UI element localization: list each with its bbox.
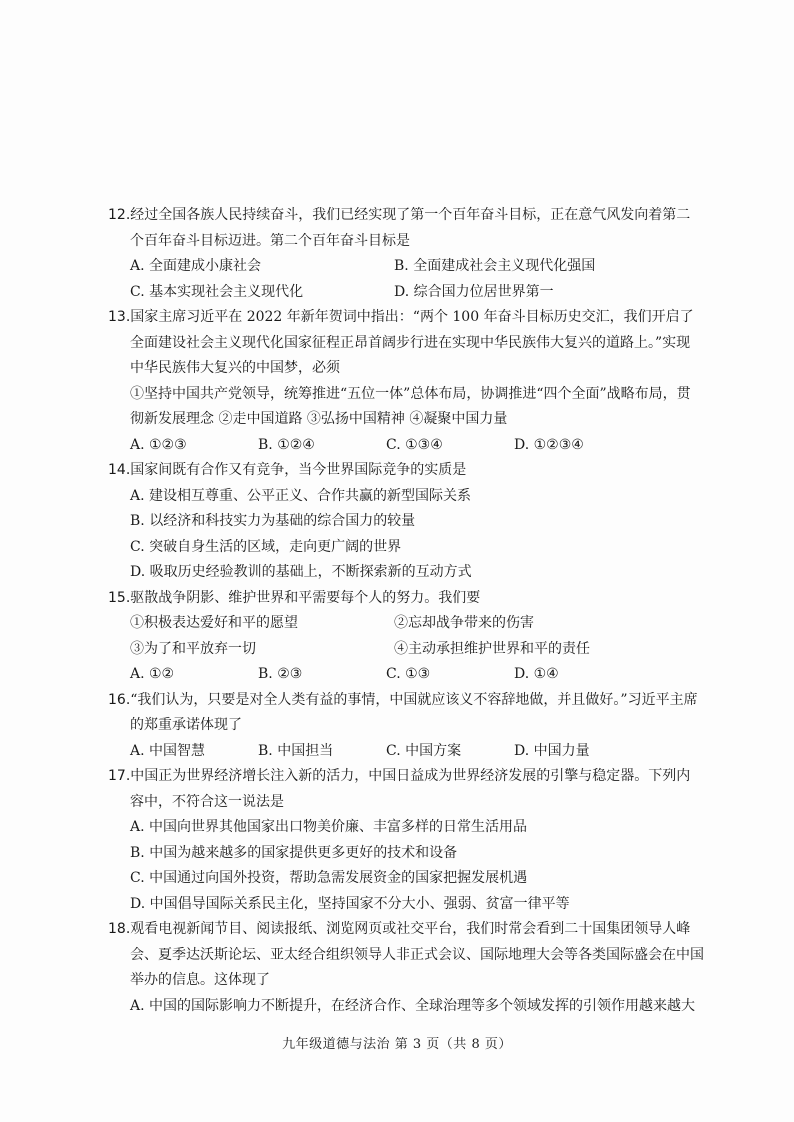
option-c[interactable]: C. ①③④ xyxy=(386,436,443,453)
option-b[interactable]: B. 中国为越来越多的国家提供更多更好的技术和设备 xyxy=(130,844,458,861)
statement-item: ②忘却战争带来的伤害 xyxy=(394,615,534,631)
options-row xyxy=(108,280,704,306)
question-stem: “我们认为，只要是对全人类有益的事情，中国就应该义不容辞地做，并且做好。”习近平主席的郑重承诺体现了 xyxy=(130,691,698,733)
question-12 xyxy=(108,203,704,305)
option-b[interactable]: B. ②③ xyxy=(258,666,303,682)
options-row xyxy=(108,662,704,688)
question-number: 12. xyxy=(108,207,131,223)
question-18 xyxy=(108,917,704,1019)
option-a[interactable]: A. 建设相互尊重、公平正义、合作共赢的新型国际关系 xyxy=(130,487,472,504)
options-row xyxy=(108,433,704,459)
question-stem: 经过全国各族人民持续奋斗，我们已经实现了第一个百年奋斗目标，正在意气风发向着第二个百年奋斗目标迈进。第二个百年奋斗目标是 xyxy=(130,207,691,249)
option-c[interactable]: C. 突破自身生活的区域，走向更广阔的世界 xyxy=(130,538,402,555)
option-d[interactable]: D. 综合国力位居世界第一 xyxy=(394,283,554,300)
question-15 xyxy=(108,586,704,688)
question-17 xyxy=(108,764,704,917)
statement-item: ④主动承担维护世界和平的责任 xyxy=(394,640,590,657)
option-a[interactable]: A. ①②③ xyxy=(130,436,187,453)
statement-row xyxy=(108,637,704,663)
option-b[interactable]: B. 以经济和科技实力为基础的综合国力的较量 xyxy=(130,513,416,529)
option-c[interactable]: C. 基本实现社会主义现代化 xyxy=(130,283,304,300)
question-13 xyxy=(108,305,704,458)
options-row xyxy=(108,254,704,280)
option-a[interactable]: A. ①② xyxy=(130,666,175,682)
option-b[interactable]: B. 中国担当 xyxy=(258,742,334,759)
option-c[interactable]: C. 中国方案 xyxy=(386,742,462,759)
question-number: 13. xyxy=(108,309,131,325)
statement-items: ①坚持中国共产党领导，统筹推进“五位一体”总体布局，协调推进“四个全面”战略布局，贯彻新发展理念 ②走中国道路 ③弘扬中国精神 ④凝聚中国力量 xyxy=(130,385,691,427)
option-c[interactable]: C. 中国通过向国外投资，帮助急需发展资金的国家把握发展机遇 xyxy=(130,870,528,886)
question-number: 18. xyxy=(108,921,131,937)
option-a[interactable]: A. 中国智慧 xyxy=(130,742,206,759)
question-stem: 驱散战争阴影、维护世界和平需要每个人的努力。我们要 xyxy=(130,589,481,606)
option-d[interactable]: D. ①④ xyxy=(514,666,559,682)
option-a[interactable]: A. 中国的国际影响力不断提升，在经济合作、全球治理等多个领域发挥的引领作用越来越大 xyxy=(130,997,696,1014)
question-number: 16. xyxy=(108,691,131,708)
option-b[interactable]: B. ①②④ xyxy=(258,436,315,453)
option-c[interactable]: C. ①③ xyxy=(386,666,431,682)
statement-row xyxy=(108,611,704,637)
option-d[interactable]: D. 中国力量 xyxy=(514,742,590,759)
question-number: 17. xyxy=(108,768,131,784)
option-b[interactable]: B. 全面建成社会主义现代化强国 xyxy=(394,258,596,274)
option-a[interactable]: A. 中国向世界其他国家出口物美价廉、丰富多样的日常生活用品 xyxy=(130,819,528,835)
question-stem: 中国正为世界经济增长注入新的活力，中国日益成为世界经济发展的引擎与稳定器。下列内容中，不符合这一说法是 xyxy=(130,768,691,810)
question-stem: 观看电视新闻节目、阅读报纸、浏览网页或社交平台，我们时常会看到二十国集团领导人峰会、夏季达沃斯论坛、亚太经合组织领导人非正式会议、国际地理大会等各类国际盛会在中国举办的信息。这体现了 xyxy=(130,921,704,988)
option-a[interactable]: A. 全面建成小康社会 xyxy=(130,258,262,274)
question-list xyxy=(108,203,704,1019)
question-number: 15. xyxy=(108,589,131,606)
question-16 xyxy=(108,688,704,765)
question-stem: 国家间既有合作又有竞争，当今世界国际竞争的实质是 xyxy=(130,462,467,478)
question-14 xyxy=(108,458,704,586)
options-row xyxy=(108,739,704,765)
question-stem: 国家主席习近平在 2022 年新年贺词中指出：“两个 100 年奋斗目标历史交汇，我们开启了全面建设社会主义现代化国家征程正昂首阔步行进在实现中华民族伟大复兴的道路上。”实现中华民族伟大复兴的中国梦，必须 xyxy=(130,309,694,376)
option-d[interactable]: D. 中国倡导国际关系民主化，坚持国家不分大小、强弱、贫富一律平等 xyxy=(130,895,570,912)
option-d[interactable]: D. 吸取历史经验教训的基础上，不断探索新的互动方式 xyxy=(130,564,472,580)
question-number: 14. xyxy=(108,462,131,478)
statement-item: ①积极表达爱好和平的愿望 xyxy=(130,615,298,631)
option-d[interactable]: D. ①②③④ xyxy=(514,436,584,453)
statement-item: ③为了和平放弃一切 xyxy=(130,640,256,657)
page-footer: 九年级道德与法治 第 3 页（共 8 页） xyxy=(282,1037,512,1052)
